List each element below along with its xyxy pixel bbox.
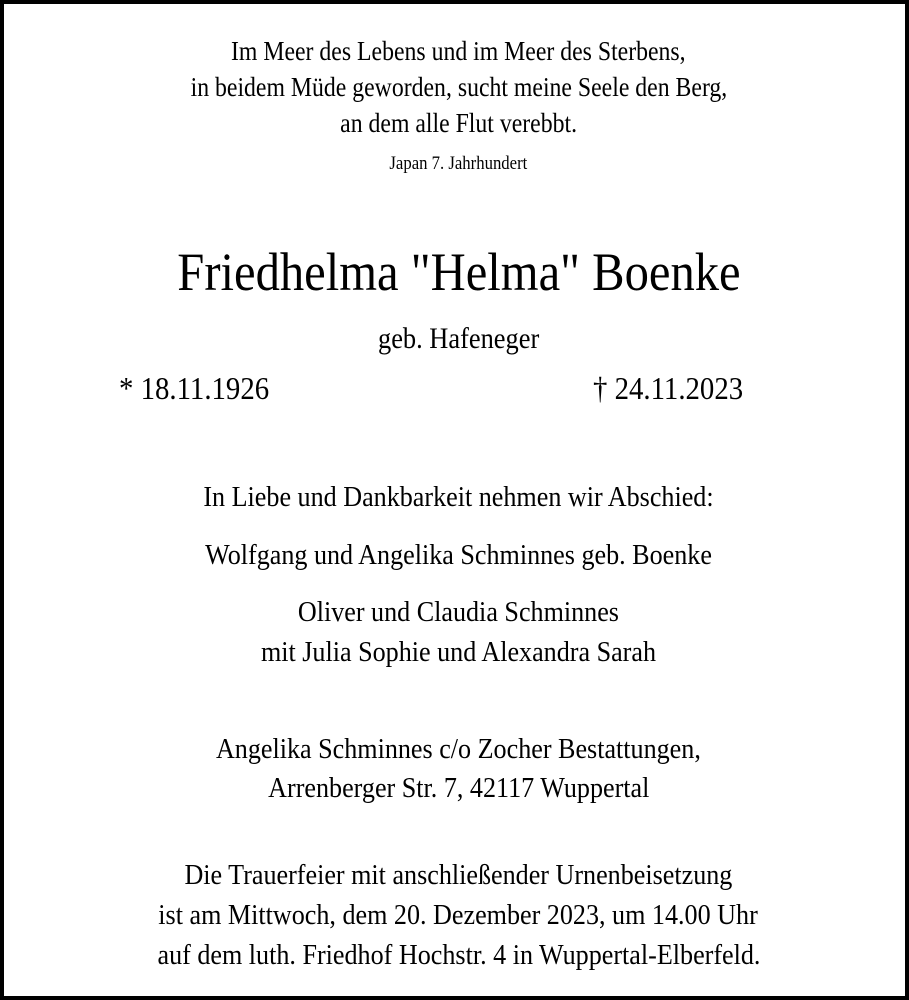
- contact-line-1: Angelika Schminnes c/o Zocher Bestattungen,: [216, 733, 701, 765]
- ceremony-line-2: ist am Mittwoch, dem 20. Dezember 2023, um 14.00 Uhr: [158, 899, 759, 931]
- poem-line-1: Im Meer des Lebens und im Meer des Sterbens,: [231, 36, 686, 66]
- mourner-line-2: Oliver und Claudia Schminnes: [297, 596, 620, 628]
- contact-line-2: Arrenberger Str. 7, 42117 Wuppertal: [267, 772, 650, 804]
- death-date: † 24.11.2023: [593, 370, 744, 406]
- maiden-name: geb. Hafeneger: [377, 322, 540, 355]
- ceremony-line-1: Die Trauerfeier mit anschließender Urnenbeisetzung: [184, 859, 733, 891]
- poem-line-2: in beidem Müde geworden, sucht meine Seele den Berg,: [190, 72, 727, 102]
- poem-source: Japan 7. Jahrhundert: [389, 153, 528, 174]
- deceased-name: Friedhelma "Helma" Boenke: [176, 242, 741, 302]
- mourner-line-1: Wolfgang und Angelika Schminnes geb. Boenke: [205, 539, 712, 571]
- poem-line-3: an dem alle Flut verebbt.: [340, 108, 577, 138]
- ceremony-line-3: auf dem luth. Friedhof Hochstr. 4 in Wuppertal-Elberfeld.: [157, 939, 760, 971]
- farewell-intro: In Liebe und Dankbarkeit nehmen wir Abschied:: [203, 481, 714, 513]
- mourner-line-3: mit Julia Sophie und Alexandra Sarah: [260, 636, 657, 668]
- birth-date: * 18.11.1926: [119, 370, 270, 406]
